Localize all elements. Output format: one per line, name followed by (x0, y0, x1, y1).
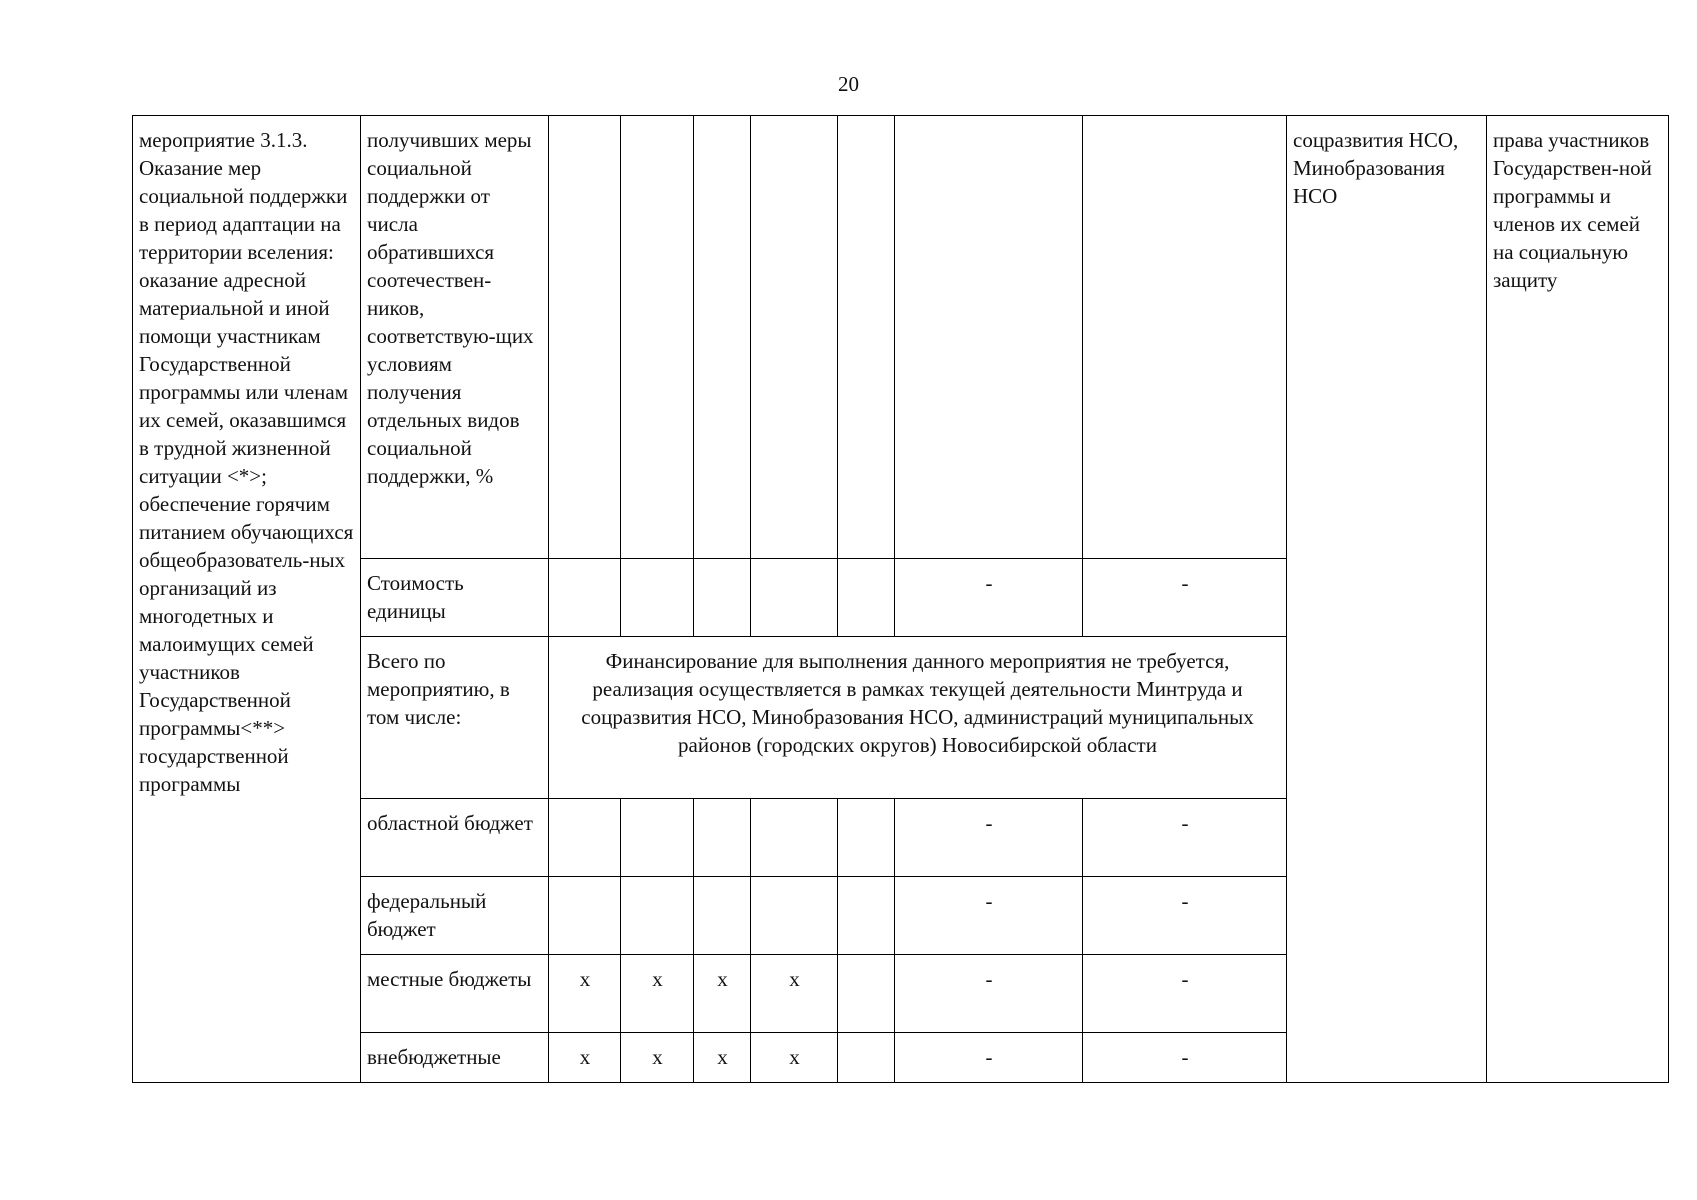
table-cell (549, 559, 621, 637)
table-cell: - (895, 559, 1083, 637)
table-cell (549, 116, 621, 559)
table-cell (751, 559, 838, 637)
table-cell (621, 799, 694, 877)
row-label: внебюджетные (361, 1033, 549, 1083)
row-label: областной бюджет (361, 799, 549, 877)
table-cell (549, 799, 621, 877)
table-cell: - (1083, 1033, 1287, 1083)
table-cell (838, 955, 895, 1033)
table-cell (838, 1033, 895, 1083)
table-cell (549, 877, 621, 955)
table-cell: х (621, 1033, 694, 1083)
table-cell: - (1083, 559, 1287, 637)
table-cell: х (751, 955, 838, 1033)
table-cell (621, 877, 694, 955)
table-cell (751, 116, 838, 559)
program-table (132, 115, 1669, 1083)
table-cell: - (895, 877, 1083, 955)
table-cell (751, 877, 838, 955)
table-cell (621, 116, 694, 559)
table-cell: х (549, 955, 621, 1033)
table-cell: х (549, 1033, 621, 1083)
table-cell (694, 799, 751, 877)
table-cell: х (694, 1033, 751, 1083)
row-label: получивших меры социальной поддержки от числа обратившихся соотечествен-ников, соответствую-щих условиям получения отдельных видов социальной поддержки, % (361, 116, 549, 559)
table-row (133, 116, 1669, 559)
row-label: Всего по мероприятию, в том числе: (361, 637, 549, 799)
table-cell (895, 116, 1083, 559)
table-cell (694, 559, 751, 637)
table-cell (694, 877, 751, 955)
page-number: 20 (838, 72, 859, 96)
table-cell (751, 799, 838, 877)
table-cell: х (751, 1033, 838, 1083)
expected-result-cell: права участников Государствен-ной программы и членов их семей на социальную защиту (1487, 116, 1669, 1083)
executor-cell: соцразвития НСО, Минобразования НСО (1287, 116, 1487, 1083)
table-cell: х (694, 955, 751, 1033)
table-cell (1083, 116, 1287, 559)
row-label: местные бюджеты (361, 955, 549, 1033)
table-cell (838, 799, 895, 877)
table-cell: - (1083, 877, 1287, 955)
table-cell (838, 877, 895, 955)
table-cell: - (1083, 955, 1287, 1033)
table-cell: - (895, 1033, 1083, 1083)
event-description-cell: мероприятие 3.1.3. Оказание мер социальной поддержки в период адаптации на территории вселения: оказание адресной материальной и иной помощи участникам Государственной программы или членам их семей, оказавшимся в трудной жизненной ситуации <*>; обеспечение горячим питанием обучающихся общеобразователь-ных организаций из многодетных и малоимущих семей участников Государственной программы<**> государственной программы (133, 116, 361, 1083)
table-cell (838, 559, 895, 637)
row-label: Стоимость единицы (361, 559, 549, 637)
financing-note: Финансирование для выполнения данного мероприятия не требуется, реализация осуществляется в рамках текущей деятельности Минтруда и соцразвития НСО, Минобразования НСО, администраций муниципальных районов (городских округов) Новосибирской области (549, 637, 1287, 799)
table-cell: - (1083, 799, 1287, 877)
table-cell: - (895, 799, 1083, 877)
table-cell (694, 116, 751, 559)
table-cell: - (895, 955, 1083, 1033)
table-cell (621, 559, 694, 637)
table-cell (838, 116, 895, 559)
table-cell: х (621, 955, 694, 1033)
row-label: федеральный бюджет (361, 877, 549, 955)
